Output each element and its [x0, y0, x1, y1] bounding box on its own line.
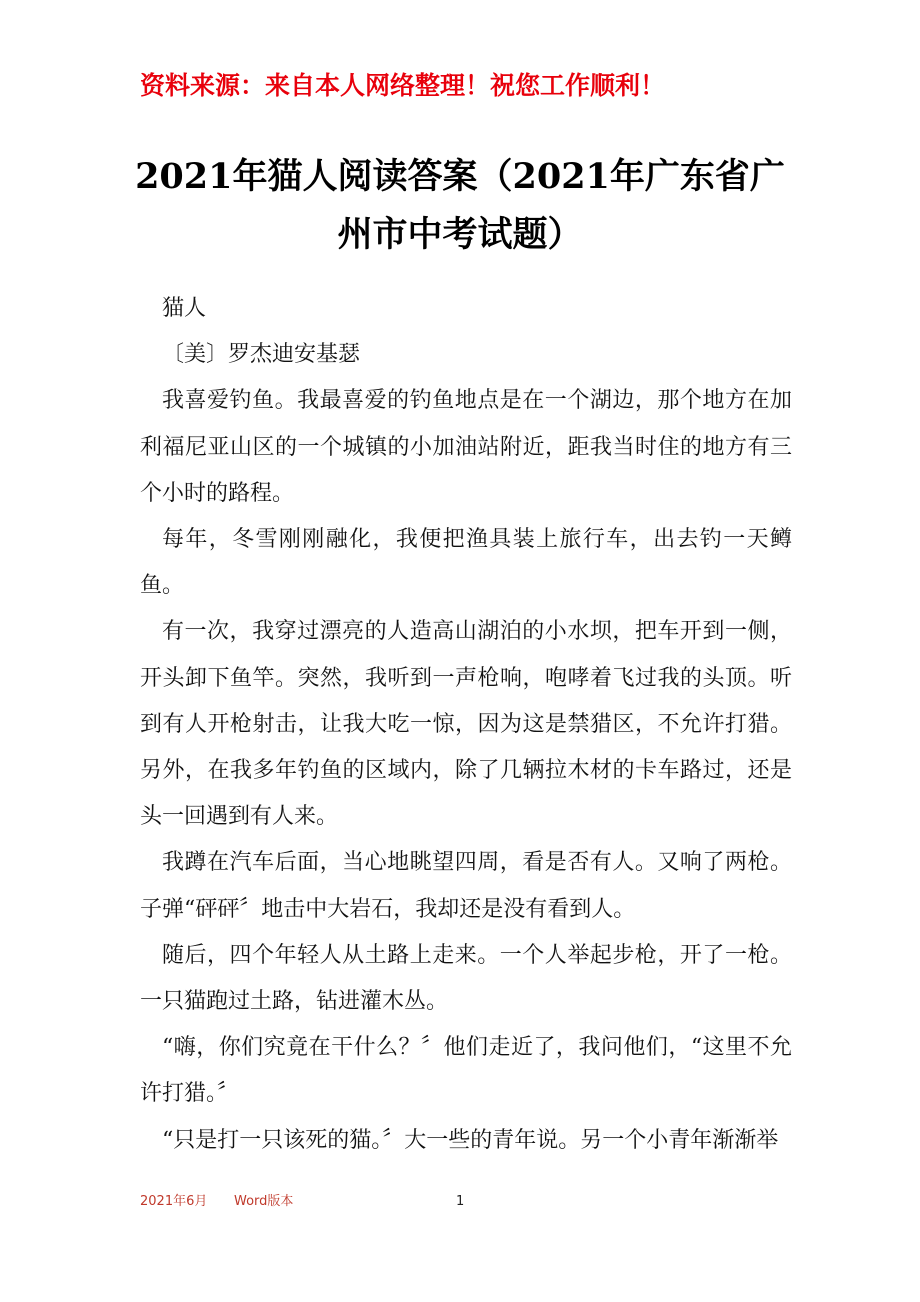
footer-date: 2021年6月 [140, 1194, 208, 1209]
document-title: 2021年猫人阅读答案（2021年广东省广州市中考试题） [135, 156, 785, 255]
paragraph-story-title: 猫人 [162, 296, 207, 321]
footer-version: Word版本 [234, 1194, 294, 1209]
page-footer [140, 1190, 780, 1214]
paragraph: 每年，冬雪刚刚融化，我便把渔具装上旅行车，出去钓一天鳟鱼。 [140, 527, 792, 599]
paragraph: 我喜爱钓鱼。我最喜爱的钓鱼地点是在一个湖边，那个地方在加利福尼亚山区的一个城镇的小加油站附近，距我当时住的地方有三个小时的路程。 [140, 388, 792, 506]
source-banner: 资料来源：来自本人网络整理！祝您工作顺利！ [140, 71, 666, 100]
paragraph: 随后，四个年轻人从土路上走来。一个人举起步枪，开了一枪。一只猫跑过土路，钻进灌木丛。 [140, 942, 792, 1015]
page-number: 1 [456, 1194, 465, 1209]
paragraph: 有一次，我穿过漂亮的人造高山湖泊的小水坝，把车开到一侧，开头卸下鱼竿。突然，我听到一声枪响，咆哮着飞过我的头顶。听到有人开枪射击，让我大吃一惊，因为这是禁猎区，不允许打猎。另外，在我多年钓鱼的区域内，除了几辆拉木材的卡车路过，还是头一回遇到有人来。 [140, 619, 792, 830]
paragraph-author: 〔美〕罗杰迪安基瑟 [162, 342, 361, 368]
paragraph: 我蹲在汽车后面，当心地眺望四周，看是否有人。又响了两枪。子弹“砰砰〞地击中大岩石，我却还是没有看到人。 [140, 850, 792, 922]
document-body [140, 286, 792, 1164]
paragraph: “嗨，你们究竟在干什么？〞他们走近了，我问他们，“这里不允许打猎。〞 [140, 1035, 792, 1107]
paragraph: “只是打一只该死的猫。〞大一些的青年说。另一个小青年渐渐举 [162, 1127, 779, 1153]
